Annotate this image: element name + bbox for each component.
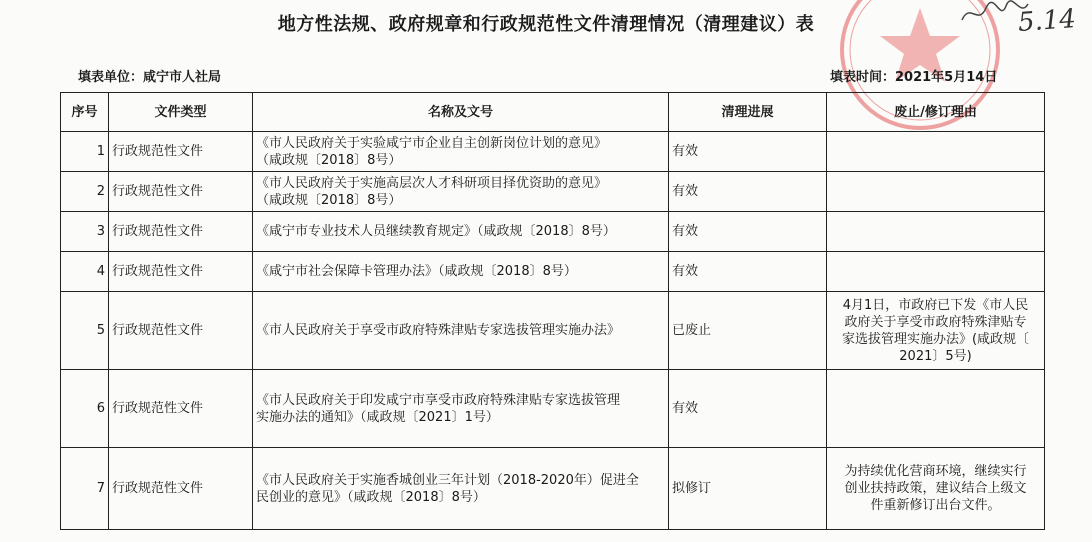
cell-type-line: 行政规范性文件 — [112, 144, 204, 159]
cell-no — [61, 448, 109, 530]
cell-name — [253, 370, 669, 448]
cell-status — [669, 172, 827, 212]
cell-no — [61, 252, 109, 292]
cell-status-line: 有效 — [672, 264, 699, 279]
cell-reason-line: 4月1日，市政府已下发《市人民 — [842, 297, 1029, 313]
cell-type-line: 行政规范性文件 — [112, 401, 204, 416]
cell-status-line: 拟修订 — [672, 481, 712, 496]
cell-type-line: 行政规范性文件 — [112, 184, 204, 199]
cell-no-line: 7 — [96, 481, 105, 496]
cell-name — [253, 448, 669, 530]
cell-name — [253, 292, 669, 370]
cell-no-line: 4 — [96, 264, 105, 279]
cell-name — [253, 212, 669, 252]
cell-type-line: 行政规范性文件 — [112, 481, 204, 496]
cell-type — [109, 172, 253, 212]
cell-name — [253, 172, 669, 212]
cell-type — [109, 292, 253, 370]
document-title: 地方性法规、政府规章和行政规范性文件清理情况（清理建议）表 — [277, 14, 815, 35]
cell-name-line: 实施办法的通知》（咸政规〔2021〕1号） — [256, 409, 499, 425]
cell-name-line: 《市人民政府关于实施香城创业三年计划（2018-2020年）促进全 — [256, 472, 639, 488]
table-row — [61, 448, 1045, 530]
cell-status — [669, 252, 827, 292]
cell-no — [61, 172, 109, 212]
header-status: 清理进展 — [669, 93, 827, 132]
cell-reason-line: 件重新修订出台文件。 — [870, 498, 1001, 513]
cell-status — [669, 292, 827, 370]
cell-no-line: 1 — [96, 144, 105, 159]
cell-status-line: 有效 — [672, 144, 699, 159]
cell-type — [109, 212, 253, 252]
cell-no — [61, 212, 109, 252]
cell-name-line: 民创业的意见》（咸政规〔2018〕8号） — [256, 489, 486, 505]
cell-status — [669, 370, 827, 448]
cell-no-line: 3 — [96, 224, 105, 239]
cell-no-line: 2 — [96, 184, 105, 199]
header-type: 文件类型 — [109, 93, 253, 132]
cell-type-line: 行政规范性文件 — [112, 224, 204, 239]
cell-status-line: 有效 — [672, 224, 699, 239]
table-row — [61, 252, 1045, 292]
cell-reason — [827, 132, 1045, 172]
cell-reason-line: 为持续优化营商环境，继续实行 — [844, 464, 1027, 479]
cell-reason — [827, 292, 1045, 370]
cell-name-line: 《市人民政府关于实验咸宁市企业自主创新岗位计划的意见》 — [256, 135, 608, 151]
header-name: 名称及文号 — [253, 93, 669, 132]
cell-name-line: （咸政规〔2018〕8号） — [256, 192, 402, 208]
cell-name — [253, 132, 669, 172]
header-reason: 废止/修订理由 — [827, 93, 1045, 132]
cell-reason — [827, 212, 1045, 252]
header-no: 序号 — [61, 93, 109, 132]
table-body — [61, 132, 1045, 530]
cell-no — [61, 292, 109, 370]
cell-type-line: 行政规范性文件 — [112, 264, 204, 279]
cell-type — [109, 448, 253, 530]
cell-status — [669, 448, 827, 530]
cell-reason-line: 政府关于享受市政府特殊津贴专 — [844, 314, 1027, 330]
cell-type — [109, 370, 253, 448]
cell-reason — [827, 252, 1045, 292]
table-row — [61, 370, 1045, 448]
cell-name-line: （咸政规〔2018〕8号） — [256, 152, 402, 168]
table-row — [61, 132, 1045, 172]
cell-no-line: 6 — [96, 401, 105, 416]
cell-name-line: 《市人民政府关于印发咸宁市享受市政府特殊津贴专家选拔管理 — [256, 392, 621, 408]
cell-no — [61, 370, 109, 448]
cell-name-line: 《咸宁市专业技术人员继续教育规定》（咸政规〔2018〕8号） — [256, 224, 616, 239]
fill-date: 填表时间：2021年5月14日 — [830, 70, 998, 85]
cell-name-line: 《市人民政府关于享受市政府特殊津贴专家选拔管理实施办法》 — [256, 323, 621, 338]
cell-no — [61, 132, 109, 172]
table-row — [61, 172, 1045, 212]
cell-type — [109, 132, 253, 172]
cell-status — [669, 132, 827, 172]
cell-type — [109, 252, 253, 292]
table-row — [61, 292, 1045, 370]
cleanup-table — [60, 92, 1045, 530]
cell-type-line: 行政规范性文件 — [112, 323, 204, 338]
table-header-row — [61, 93, 1045, 132]
cell-status-line: 有效 — [672, 401, 699, 416]
cell-reason — [827, 370, 1045, 448]
cell-status-line: 已废止 — [672, 323, 712, 338]
filler-unit: 填表单位：咸宁市人社局 — [78, 70, 222, 85]
cell-reason — [827, 172, 1045, 212]
table-row — [61, 212, 1045, 252]
cell-status — [669, 212, 827, 252]
cell-reason-line: 家选拔管理实施办法》(咸政规〔 — [841, 331, 1030, 347]
cell-reason-line: 创业扶持政策，建议结合上级文 — [844, 481, 1027, 496]
cell-name — [253, 252, 669, 292]
handwritten-date-note: 5.14 — [1017, 4, 1077, 38]
cell-name-line: 《咸宁市社会保障卡管理办法》（咸政规〔2018〕8号） — [256, 264, 577, 279]
cell-no-line: 5 — [96, 323, 105, 338]
cell-status-line: 有效 — [672, 184, 699, 199]
cell-name-line: 《市人民政府关于实施高层次人才科研项目择优资助的意见》 — [256, 175, 608, 191]
cell-reason — [827, 448, 1045, 530]
cell-reason-line: 2021〕5号) — [899, 348, 972, 364]
